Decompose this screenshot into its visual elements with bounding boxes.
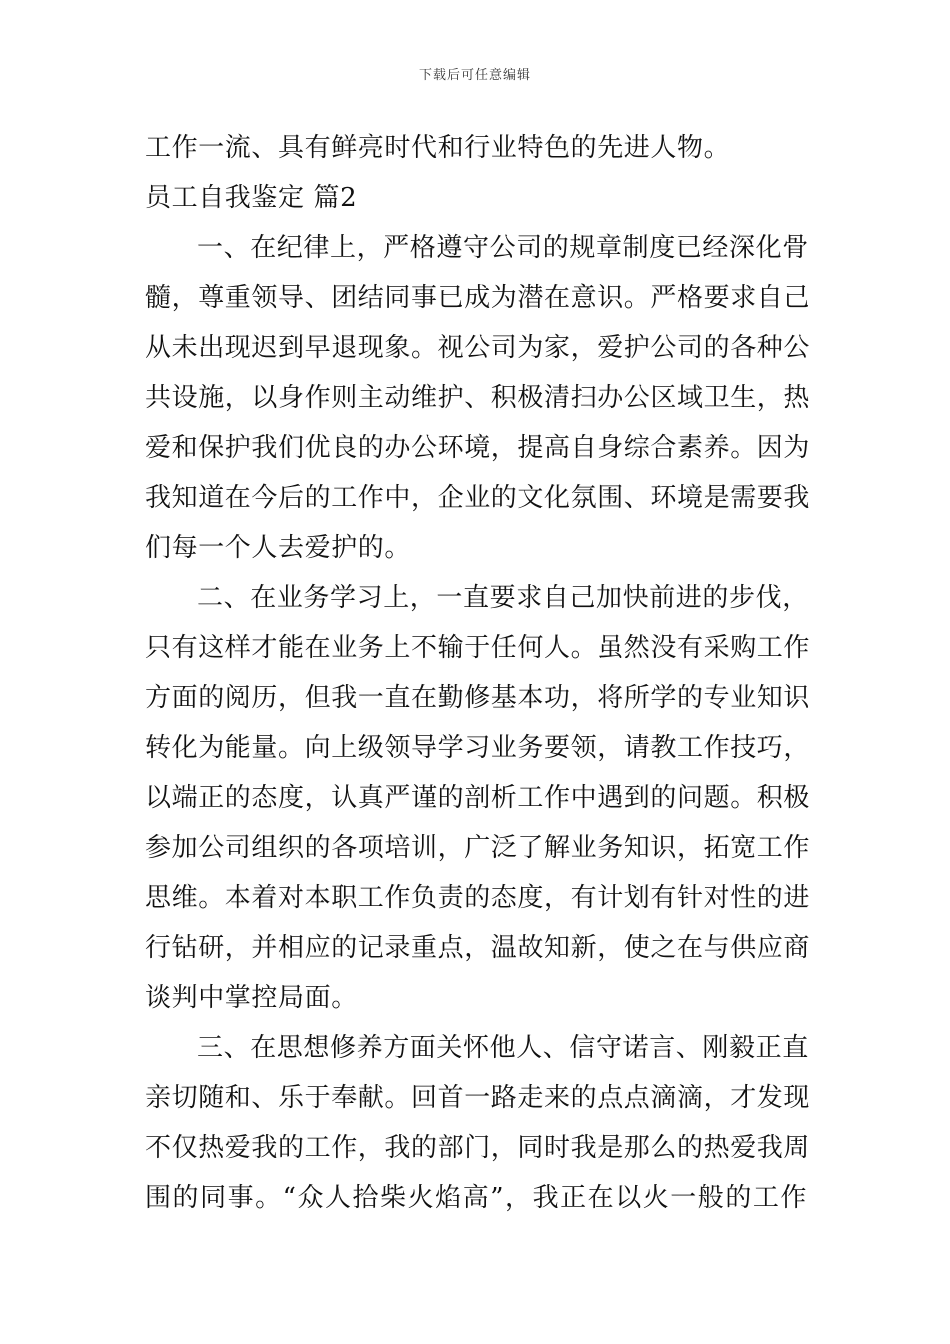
- text-line: 转化为能量。向上级领导学习业务要领，请教工作技巧，: [145, 733, 811, 763]
- text-line: 参加公司组织的各项培训，广泛了解业务知识，拓宽工作: [145, 833, 811, 863]
- text-line: 工作一流、具有鲜亮时代和行业特色的先进人物。: [145, 133, 731, 163]
- text-line: 三、在思想修养方面关怀他人、信守诺言、刚毅正直: [197, 1033, 809, 1063]
- text-line: 谈判中掌控局面。: [145, 983, 358, 1013]
- text-line: 行钻研，并相应的记录重点，温故知新，使之在与供应商: [145, 933, 811, 963]
- text-line: 思维。本着对本职工作负责的态度，有计划有针对性的进: [145, 883, 811, 913]
- text-line: 围的同事。“众人拾柴火焰高”，我正在以火一般的工作: [145, 1183, 807, 1213]
- text-line: 亲切随和、乐于奉献。回首一路走来的点点滴滴，才发现: [145, 1083, 811, 1113]
- text-line: 髓，尊重领导、团结同事已成为潜在意识。严格要求自己: [145, 283, 811, 313]
- document-body: [145, 123, 811, 1223]
- page-header-note: 下载后可任意编辑: [418, 68, 531, 83]
- text-line: 爱和保护我们优良的办公环境，提高自身综合素养。因为: [145, 433, 811, 463]
- text-line: 共设施，以身作则主动维护、积极清扫办公区域卫生，热: [145, 383, 811, 413]
- text-line: 以端正的态度，认真严谨的剖析工作中遇到的问题。积极: [145, 783, 811, 813]
- section-heading: 员工自我鉴定 篇2: [145, 183, 358, 213]
- text-line: 只有这样才能在业务上不输于任何人。虽然没有采购工作: [145, 633, 811, 663]
- text-line: 方面的阅历，但我一直在勤修基本功，将所学的专业知识: [145, 683, 811, 713]
- text-line: 我知道在今后的工作中，企业的文化氛围、环境是需要我: [145, 483, 811, 513]
- text-line: 们每一个人去爱护的。: [145, 533, 412, 563]
- text-line: 一、在纪律上，严格遵守公司的规章制度已经深化骨: [197, 233, 809, 263]
- text-line: 不仅热爱我的工作，我的部门，同时我是那么的热爱我周: [145, 1133, 811, 1163]
- text-line: 从未出现迟到早退现象。视公司为家，爱护公司的各种公: [145, 333, 811, 363]
- text-line: 二、在业务学习上，一直要求自己加快前进的步伐，: [197, 583, 809, 613]
